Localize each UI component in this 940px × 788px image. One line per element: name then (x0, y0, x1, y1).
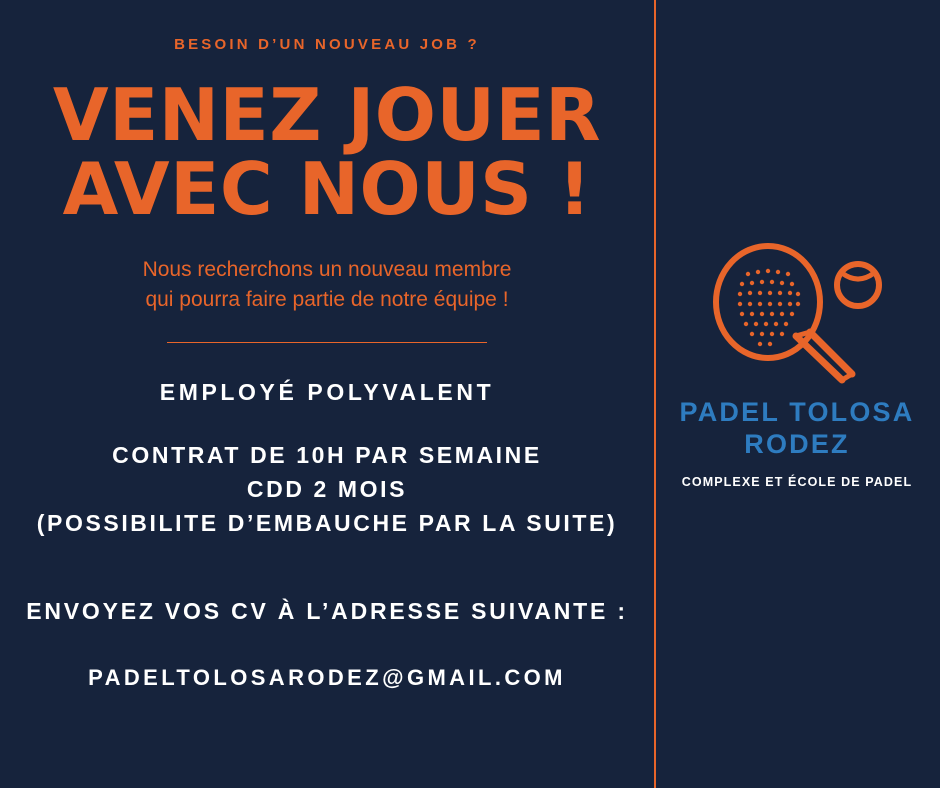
brand-name (680, 396, 915, 461)
contract-details (20, 438, 634, 540)
job-role-text: EMPLOYÉ POLYVALENT (159, 378, 495, 405)
contract-line-2: CDD 2 MOIS (246, 475, 408, 502)
subtitle-line-1: Nous recherchons un nouveau membre (142, 257, 512, 281)
cv-instruction-text: ENVOYEZ VOS CV À L’ADRESSE SUIVANTE : (26, 597, 628, 624)
contract-line-1: CONTRAT DE 10H PAR SEMAINE (112, 441, 542, 468)
brand-line-2: RODEZ (744, 429, 850, 460)
divider (167, 342, 487, 343)
headline-line-2: AVEC NOUS ! (62, 146, 592, 231)
subtitle-text (20, 255, 634, 316)
contact-email: PADELTOLOSARODEZ@GMAIL.COM (88, 664, 566, 690)
kicker-text: BESOIN D’UN NOUVEAU JOB ? (174, 36, 480, 53)
poster-right-column (654, 0, 940, 788)
brand-subtitle: COMPLEXE ET ÉCOLE DE PADEL (681, 474, 913, 489)
subtitle-line-2: qui pourra faire partie de notre équipe ! (145, 288, 509, 312)
brand-line-1: PADEL TOLOSA (679, 397, 915, 427)
contract-line-3: (POSSIBILITE D’EMBAUCHE PAR LA SUITE) (36, 509, 618, 536)
page-title (20, 73, 634, 231)
padel-racket-and-ball-icon (692, 240, 902, 380)
headline-line-1: VENEZ JOUER (52, 73, 602, 157)
